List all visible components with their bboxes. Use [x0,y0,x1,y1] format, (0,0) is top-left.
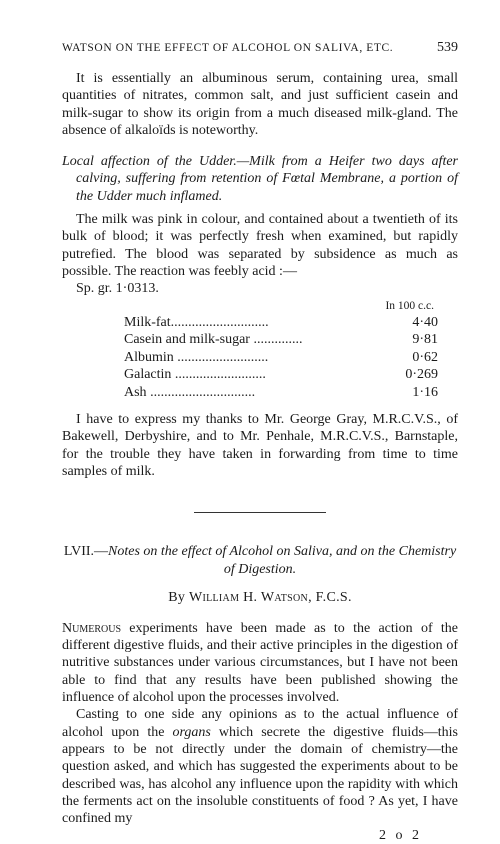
analysis-row-value: 0·62 [412,349,438,365]
paragraph-milk-description: The milk was pink in colour, and contained about a twentieth of its bulk of blood; it was perfectly fresh when examined, but rapidly putrefied. The blood was separated by subsidence as much as possible. The reaction was feebly acid :— [62,212,458,279]
paragraph-question: Casting to one side any opinions as to the actual influence of alcohol upon the organs which secrete the digestive fluids—this appears to be not directly under the domain of chemistry—the question asked, and which has suggested the experiments about to be described was, has alcohol any influence upon the rapidity with which the ferments act on the insoluble constituents of food ? As yet, I have confined my [62,707,458,827]
article-title-text: Notes on the effect of Alcohol on Saliva, and on the Chemistry of Digestion. [108,544,457,577]
analysis-row [124,331,438,349]
page [62,40,458,844]
analysis-row-name: Milk-fat [124,314,171,330]
analysis-row [124,366,438,384]
article-title [62,543,458,578]
paragraph-serum: It is essentially an albuminous serum, containing urea, small quantities of nitrates, common salt, and just sufficient casein and milk-sugar to show its origin from a much diseased milk-gland. The absence of alkaloïds is noteworthy. [62,71,458,138]
specific-gravity: Sp. gr. 1·0313. [76,281,159,297]
analysis-row [124,384,438,402]
running-header [62,40,458,56]
paragraph-acknowledgement: I have to express my thanks to Mr. George Gray, M.R.C.V.S., of Bakewell, Derbyshire, and to Mr. Penhale, M.R.C.V.S., Barnstaple, for the trouble they have taken in forwarding from time to time samples of milk. [62,412,458,479]
emphasis-organs: organs [172,724,211,740]
leader-dots: ............................ [170,314,269,330]
article-number: LVII.— [63,544,109,560]
analysis-row-name: Ash [124,384,147,400]
paragraph-introduction: Numerous experiments have been made as to the action of the different digestive fluids, and their active principles in the digestion of nutritive substances under various circumstances, but I have not been able to find that any results have been published showing the influence of alcohol upon the processes involved. [62,620,458,706]
leader-dots: .............. [253,332,303,348]
section-divider [194,512,326,513]
analysis-row-name: Galactin [124,367,172,383]
signature-mark: 2 o 2 [379,828,422,844]
analysis-row-name: Casein and milk-sugar [124,332,250,348]
analysis-row-value: 4·40 [412,314,438,330]
leader-dots: .............................. [150,384,256,400]
case-heading: Local affection of the Udder.—Milk from a Heifer two days after calving, suffering from retention of Fœtal Membrane, a portion of the Udder much inflamed. [62,154,458,204]
analysis-row-value: 1·16 [412,384,438,400]
lead-word: Numerous [62,620,122,636]
analysis-column-header: In 100 c.c. [385,299,434,312]
analysis-row-name: Albumin [124,349,174,365]
byline: By William H. Watson, F.C.S. [168,589,352,605]
author-credentials: , F.C.S. [308,589,352,605]
analysis-row [124,349,438,367]
page-number: 539 [437,40,458,55]
running-title: WATSON ON THE EFFECT OF ALCOHOL ON SALIVA, ETC. [62,42,394,54]
analysis-table [124,300,438,402]
leader-dots: .......................... [174,367,266,383]
leader-dots: .......................... [177,349,269,365]
analysis-row [124,314,438,332]
author-name: William H. Watson [188,589,309,605]
analysis-row-value: 0·269 [405,367,438,383]
analysis-row-value: 9·81 [412,332,438,348]
